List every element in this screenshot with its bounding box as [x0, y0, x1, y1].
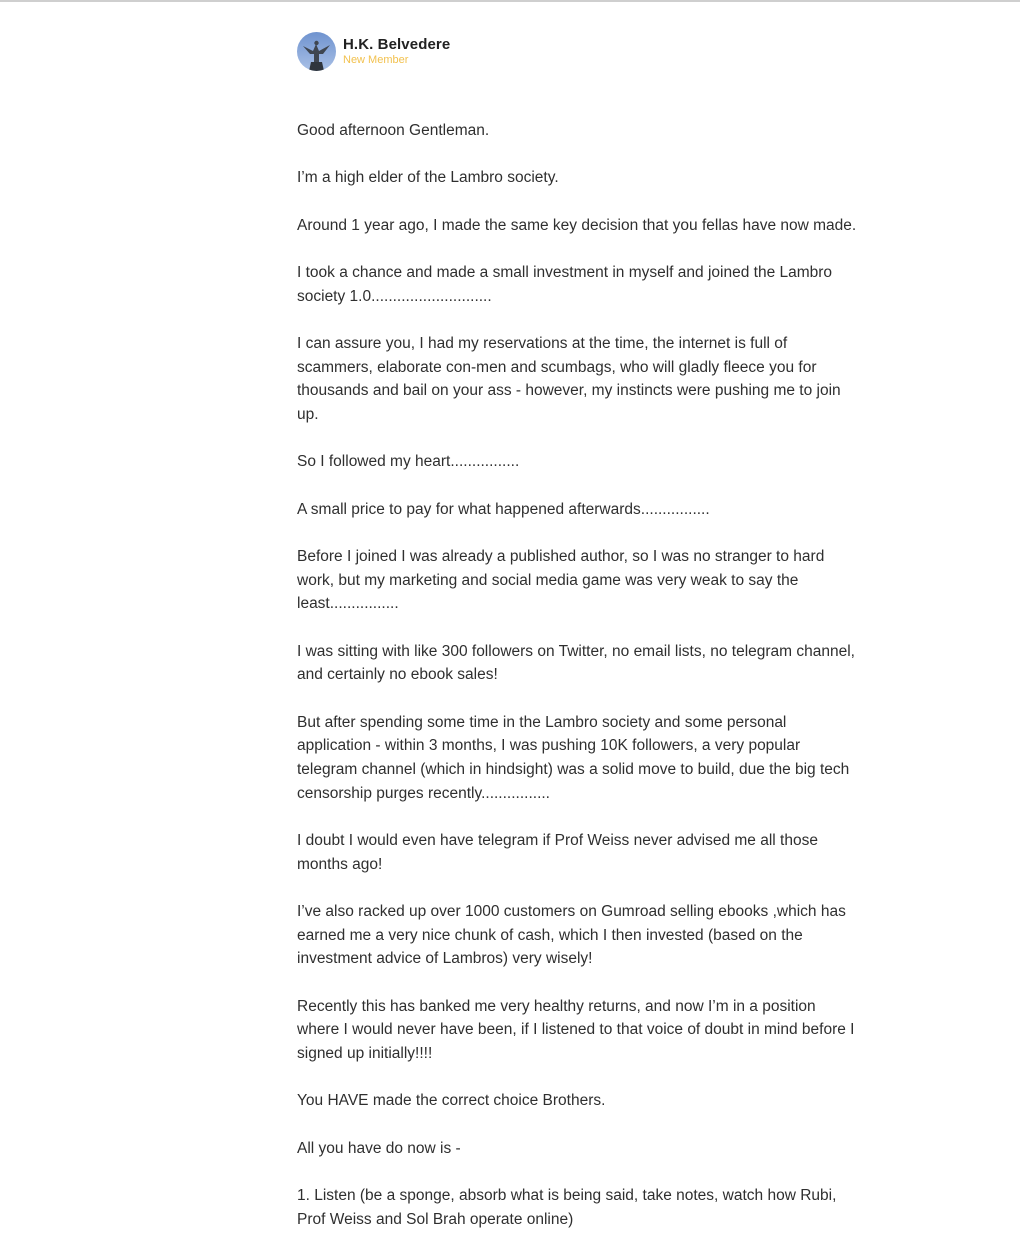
- post-paragraph: 1. Listen (be a sponge, absorb what is being said, take notes, watch how Rubi, Prof Weiss and Sol Brah operate online): [297, 1187, 837, 1228]
- statue-avatar-icon[interactable]: [297, 32, 336, 71]
- post-paragraph: I was sitting with like 300 followers on Twitter, no email lists, no telegram channel, and certainly no ebook sales!: [297, 642, 855, 684]
- top-divider: [0, 0, 1020, 2]
- author-meta: [343, 36, 450, 67]
- post-paragraph: I took a chance and made a small investment in myself and joined the Lambro society 1.0............................: [297, 263, 833, 305]
- author-role-badge: New Member: [343, 53, 409, 66]
- post-paragraph: All you have do now is -: [297, 1139, 461, 1157]
- post-paragraph: Before I joined I was already a published author, so I was no stranger to hard work, but my marketing and social media game was very weak to say the least................: [297, 547, 825, 613]
- post-paragraph: But after spending some time in the Lambro society and some personal application - within 3 months, I was pushing 10K followers, a very popular telegram channel (which in hindsight) was a solid move to build, due the big tech censorship purges recently................: [297, 713, 850, 802]
- post-paragraph: Good afternoon Gentleman.: [297, 122, 490, 139]
- post-paragraph: A small price to pay for what happened afterwards................: [297, 500, 710, 518]
- author-name[interactable]: H.K. Belvedere: [343, 35, 451, 53]
- post-paragraph: Recently this has banked me very healthy returns, and now I’m in a position where I would never have been, if I listened to that voice of doubt in mind before I signed up initially!!!!: [297, 997, 855, 1063]
- post-paragraph: You HAVE made the correct choice Brothers.: [297, 1092, 606, 1110]
- post-paragraph: Around 1 year ago, I made the same key decision that you fellas have now made.: [297, 216, 857, 234]
- post-paragraph: I can assure you, I had my reservations at the time, the internet is full of scammers, elaborate con-men and scumbags, who will gladly fleece you for thousands and bail on your ass - however, my instincts were pushing me to join up.: [297, 334, 841, 423]
- post-paragraph: I’ve also racked up over 1000 customers on Gumroad selling ebooks ,which has earned me a very nice chunk of cash, which I then invested (based on the investment advice of Lambros) very wisely!: [297, 903, 846, 968]
- forum-post: [297, 31, 857, 1255]
- post-paragraph: I doubt I would even have telegram if Prof Weiss never advised me all those months ago!: [297, 832, 818, 873]
- post-author: [297, 31, 857, 71]
- post-body: [297, 119, 857, 1231]
- post-paragraph: So I followed my heart................: [297, 453, 520, 471]
- post-paragraph: I’m a high elder of the Lambro society.: [297, 169, 559, 187]
